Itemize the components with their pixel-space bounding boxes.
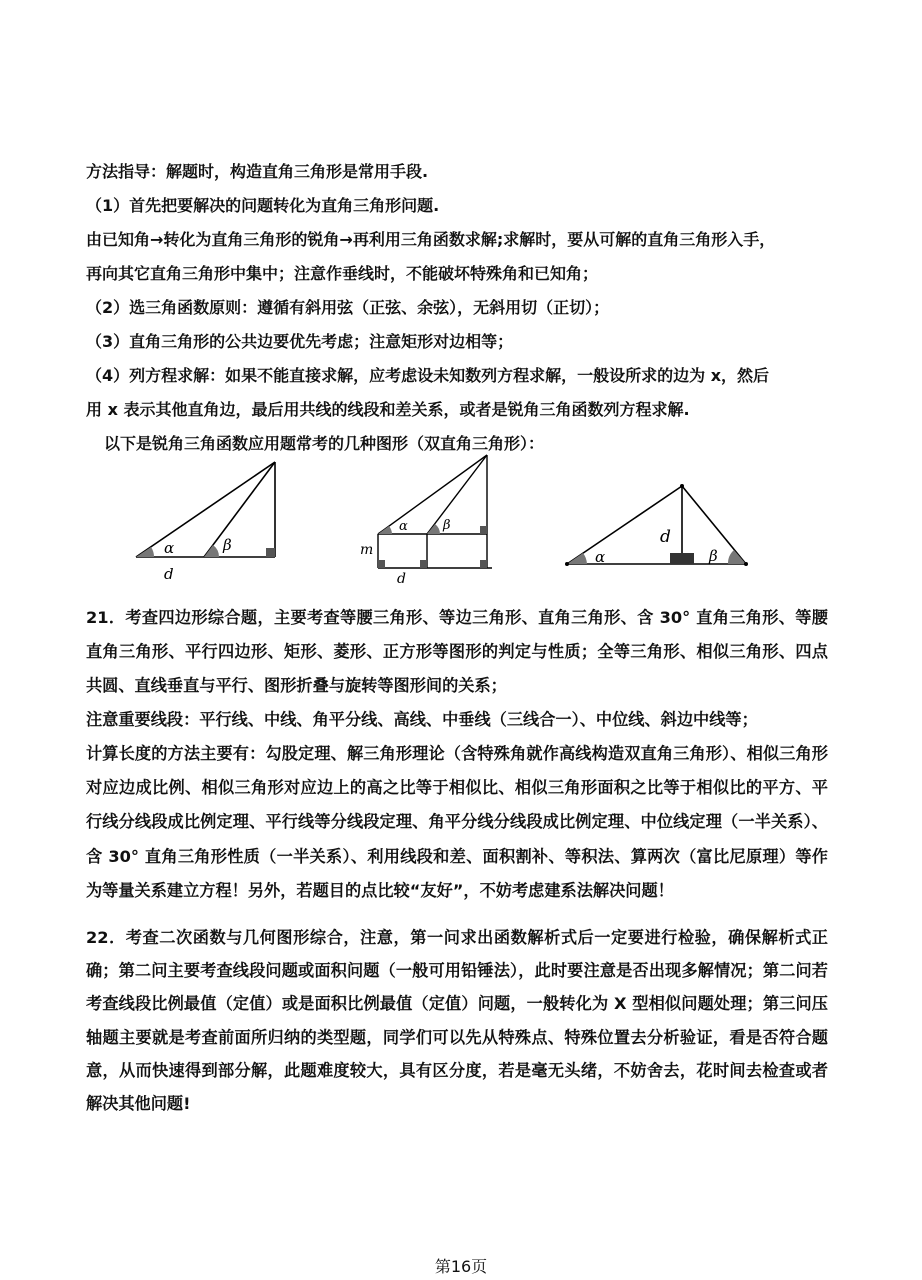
fig2-beta-label: β bbox=[443, 518, 451, 533]
fig2-alpha-label: α bbox=[399, 519, 408, 534]
method-step-1-detail: 再向其它直角三角形中集中；注意作垂线时，不能破坏特殊角和已知角； bbox=[86, 264, 599, 283]
fig3-right-angle-mark bbox=[670, 553, 694, 564]
method-heading: 方法指导：解题时，构造直角三角形是常用手段. bbox=[86, 162, 429, 181]
fig3-left-side bbox=[567, 486, 682, 564]
fig2-foot-mark bbox=[420, 560, 427, 568]
fig2-m-label: m bbox=[360, 542, 374, 558]
page-number: 第16页 bbox=[434, 1257, 488, 1276]
fig1-right-angle-mark bbox=[266, 548, 275, 557]
question-22: 22．考查二次函数与几何图形综合，注意，第一问求出函数解析式后一定要进行检验，确保解析式正确；第二问主要考查线段问题或面积问题（一般可用铅锤法），此时要注意是否出现多解情况；第二问若考查线段比例最值（定值）或是面积比例最值（定值）问题，一般转化为 X 型相似问题处理；第三问压轴题主要就是考查前面所归纳的类型题，同学们可以先从特殊点、特殊位置去分析验证，看是否符合题意，从而快速得到部分解，此题难度较大，具有区分度，若是毫无头绪，不妨舍去，花时间去检查或者解决其他问题! bbox=[86, 928, 828, 1114]
fig1-hypotenuse-long bbox=[136, 462, 275, 557]
fig2-d-label: d bbox=[397, 571, 406, 587]
fig1-alpha-label: α bbox=[164, 539, 175, 557]
fig1-hypotenuse-short bbox=[204, 462, 275, 557]
method-step-4: （4）列方程求解：如果不能直接求解，应考虑设未知数列方程求解，一般设所求的边为 x，然后 bbox=[86, 366, 770, 385]
method-step-4: 用 x 表示其他直角边，最后用共线的线段和差关系，或者是锐角三角函数列方程求解. bbox=[86, 400, 690, 419]
method-step-3: （3）直角三角形的公共边要优先考虑；注意矩形对边相等； bbox=[86, 332, 514, 351]
fig3-right-point bbox=[744, 562, 748, 566]
fig3-alpha-mark bbox=[567, 553, 587, 564]
fig3-d-label: d bbox=[660, 527, 671, 547]
method-step-1: （1）首先把要解决的问题转化为直角三角形问题. bbox=[86, 196, 440, 215]
fig3-left-point bbox=[565, 562, 569, 566]
figure-3 bbox=[567, 486, 746, 564]
figure-1 bbox=[136, 462, 275, 557]
fig3-apex-point bbox=[680, 484, 684, 488]
figures-intro: 以下是锐角三角函数应用题常考的几种图形（双直角三角形）： bbox=[104, 434, 545, 453]
fig2-alpha-mark bbox=[378, 526, 392, 534]
fig1-alpha-mark bbox=[136, 547, 154, 557]
fig1-beta-label: β bbox=[223, 536, 232, 554]
fig3-beta-label: β bbox=[709, 547, 718, 565]
question-21-segments: 注意重要线段：平行线、中线、角平分线、高线、中垂线（三线合一）、中位线、斜边中线等； bbox=[86, 710, 758, 729]
question-21-methods: 计算长度的方法主要有：勾股定理、解三角形理论（含特殊角就作高线构造双直角三角形）、相似三角形对应边成比例、相似三角形对应边上的高之比等于相似比、相似三角形面积之比等于相似比的平方、平行线分线段成比例定理、平行线等分线段定理、角平分线分线段成比例定理、中位线定理（一半关系）、含 30° 直角三角形性质（一半关系）、利用线段和差、面积割补、等积法、算两次（富比尼原理）等作为等量关系建立方程！另外，若题目的点比较“友好”，不妨考虑建系法解决问题！ bbox=[86, 744, 828, 900]
fig3-alpha-label: α bbox=[595, 548, 606, 566]
fig2-right-angle-mark bbox=[480, 526, 487, 534]
fig2-hypotenuse-short bbox=[427, 455, 487, 534]
method-step-2: （2）选三角函数原则：遵循有斜用弦（正弦、余弦），无斜用切（正切）； bbox=[86, 298, 610, 317]
double-right-triangle-figures bbox=[120, 450, 780, 590]
fig2-foot-mark bbox=[480, 560, 487, 568]
question-21: 21．考查四边形综合题，主要考查等腰三角形、等边三角形、直角三角形、含 30° 直角三角形、等腰直角三角形、平行四边形、矩形、菱形、正方形等图形的判定与性质；全等三角形、相似三角形、四点共圆、直线垂直与平行、图形折叠与旋转等图形间的关系； bbox=[86, 608, 828, 696]
fig2-hypotenuse-long bbox=[378, 455, 487, 534]
fig1-d-label: d bbox=[164, 565, 174, 583]
method-step-1-detail: 由已知角→转化为直角三角形的锐角→再利用三角函数求解;求解时，要从可解的直角三角形入手， bbox=[86, 230, 776, 249]
fig2-foot-mark bbox=[378, 560, 385, 568]
figure-2 bbox=[378, 455, 492, 568]
